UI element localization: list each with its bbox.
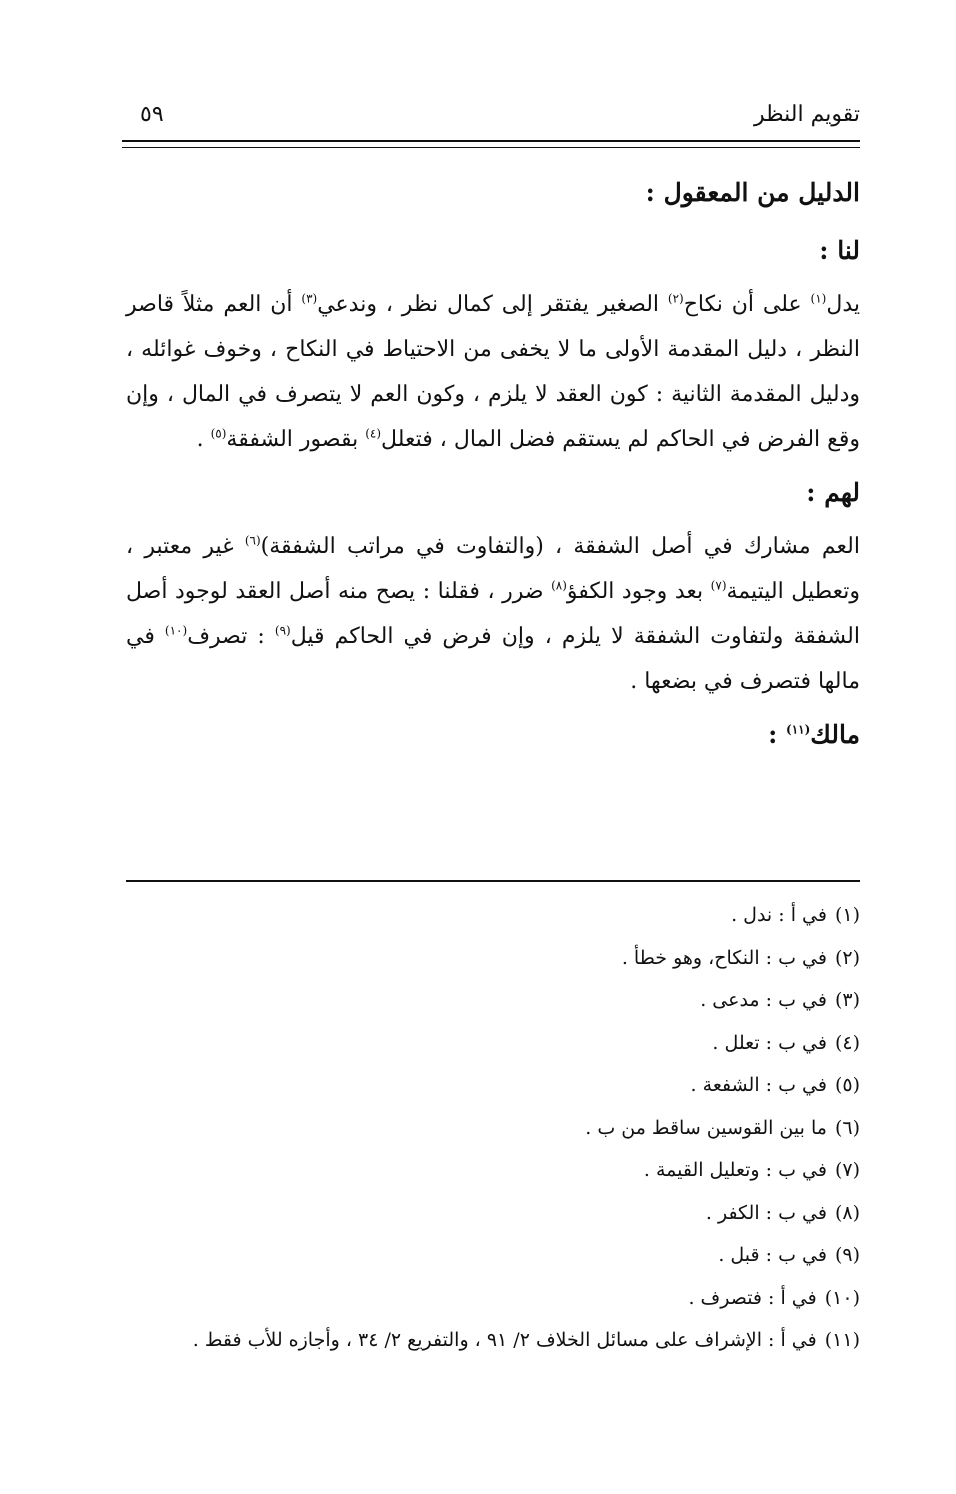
page-header: [122, 100, 860, 136]
text-run: : تصرف: [187, 624, 275, 649]
footnote-item: [126, 1192, 860, 1235]
lana-heading: لنا :: [819, 236, 860, 265]
footnote-item: [126, 894, 860, 937]
main-text: [126, 170, 860, 752]
footnote-text: في ب : الشفعة .: [690, 1074, 827, 1096]
footnote-number: (٢): [834, 946, 860, 969]
malik-heading: [126, 718, 860, 752]
header-rule: [122, 140, 860, 148]
footnote-item: [126, 1064, 860, 1107]
page-number: ٥٩: [140, 102, 164, 127]
footnote-number: (٤): [834, 1031, 860, 1054]
lahum-heading: لهم :: [806, 478, 860, 507]
footnote-text: في أ : فتصرف .: [688, 1286, 817, 1309]
footnote-ref: (٤): [365, 426, 382, 441]
text-run: الصغير يفتقر إلى كمال نظر ، وندعي: [317, 292, 668, 317]
footnote-ref: (٢): [667, 291, 684, 306]
footnote-ref: (٣): [301, 291, 318, 306]
footnote-ref: (٥): [210, 426, 227, 441]
footnote-ref: (١١): [786, 722, 811, 737]
paragraph-lahum: [126, 524, 860, 704]
footnote-number: (٥): [834, 1074, 860, 1096]
footnote-rule: [126, 880, 860, 882]
footnote-item: [126, 979, 860, 1022]
footnote-number: (١١): [824, 1329, 860, 1351]
footnote-number: (١): [834, 904, 860, 926]
footnote-ref: (١): [810, 291, 827, 306]
footnote-ref: (١٠): [164, 623, 188, 638]
footnote-item: [126, 1277, 860, 1320]
footnote-text: في أ : الإشراف على مسائل الخلاف ٢/ ٩١ ، والتفريع ٢/ ٣٤ ، وأجازه للأب فقط .: [192, 1329, 817, 1351]
footnote-text: ما بين القوسين ساقط من ب .: [585, 1116, 827, 1139]
text-run: غير معتبر ، وتعطيل اليتيمة: [126, 534, 860, 604]
footnote-item: [126, 1234, 860, 1277]
text-run: بقصور الشفقة: [226, 427, 366, 452]
footnote-text: في ب : مدعى .: [700, 989, 827, 1011]
footnote-ref: (٦): [244, 533, 261, 548]
footnote-text: في ب : قبل .: [718, 1244, 827, 1266]
footnote-ref: (٨): [551, 578, 567, 593]
footnote-number: (٦): [834, 1116, 860, 1139]
footnote-number: (٣): [834, 989, 860, 1011]
text-run: ضرر ، فقلنا : يصح منه أصل العقد لوجود أصل الشفقة ولتفاوت الشفقة لا يلزم ، وإن فرض في الحاكم قيل: [126, 579, 860, 649]
text-run: يدل: [826, 292, 860, 317]
text-run: مالك: [810, 720, 860, 749]
footnote-text: في ب : وتعليل القيمة .: [643, 1159, 827, 1181]
footnote-item: [126, 1149, 860, 1192]
text-run: بعد وجود الكفؤ: [566, 579, 711, 604]
section-heading: الدليل من المعقول :: [645, 178, 860, 207]
footnote-number: (٨): [834, 1201, 860, 1224]
footnote-ref: (٩): [274, 623, 291, 638]
footnote-item: [126, 1319, 860, 1362]
footnotes: [126, 894, 860, 1362]
footnote-text: في ب : تعلل .: [712, 1031, 827, 1054]
footnote-item: [126, 937, 860, 980]
text-run: على أن نكاح: [683, 292, 811, 317]
footnote-number: (٩): [834, 1244, 860, 1266]
footnote-text: في أ : ندل .: [731, 904, 827, 926]
footnote-number: (١٠): [824, 1286, 860, 1309]
footnote-item: [126, 1107, 860, 1150]
footnote-number: (٧): [834, 1159, 860, 1181]
text-run: في مالها فتصرف في بضعها .: [126, 624, 860, 694]
text-run: :: [768, 720, 787, 749]
text-run: أن العم مثلاً قاصر النظر ، دليل المقدمة الأولى ما لا يخفى من الاحتياط في النكاح ، وخوف غوائله ، ودليل المقدمة الثانية : كون العقد لا يلزم ، وكون العم لا يتصرف في المال ، وإن وقع الفرض في الحاكم لم يستقم فضل المال ، فتعلل: [126, 292, 860, 452]
running-title: تقويم النظر: [753, 102, 860, 127]
text-run: .: [196, 427, 211, 452]
paragraph-lana: [126, 282, 860, 462]
text-run: العم مشارك في أصل الشفقة ، (والتفاوت في مراتب الشفقة): [260, 534, 860, 559]
footnote-ref: (٧): [710, 578, 727, 593]
footnote-item: [126, 1022, 860, 1065]
footnote-text: في ب : الكفر .: [705, 1201, 827, 1224]
footnote-text: في ب : النكاح، وهو خطأ .: [621, 946, 827, 969]
